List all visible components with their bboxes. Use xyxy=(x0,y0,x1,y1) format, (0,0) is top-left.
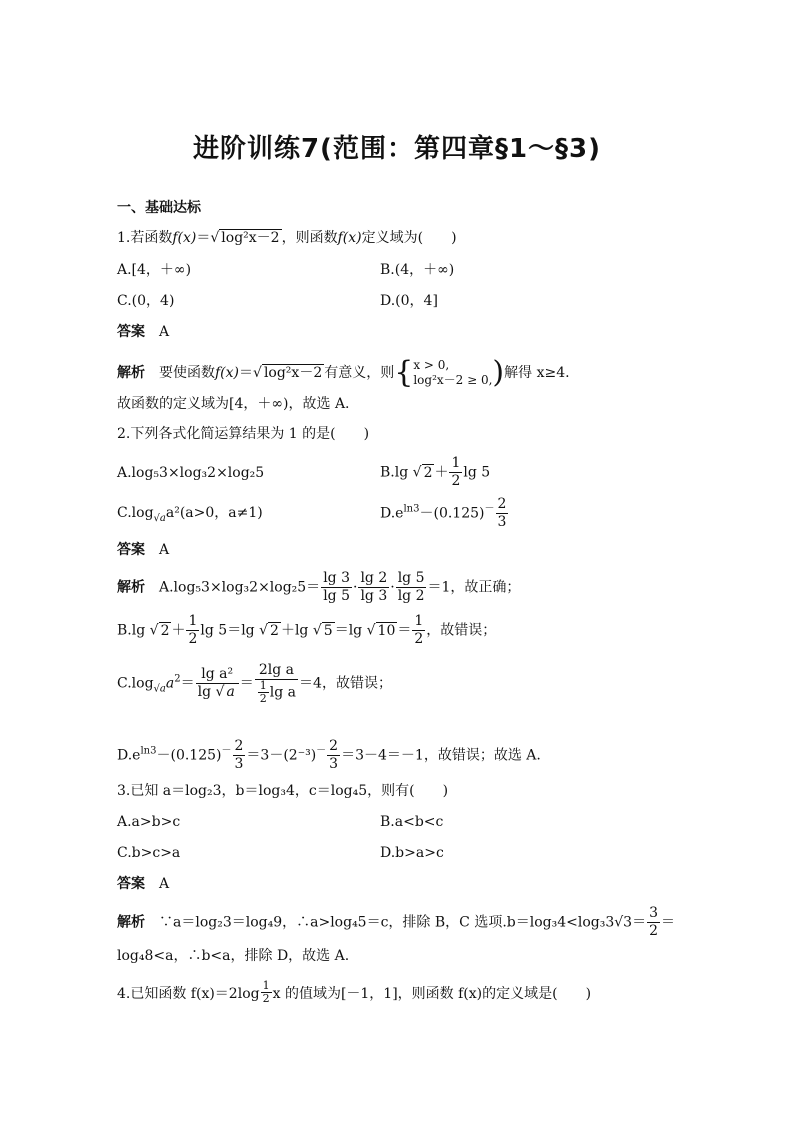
q1-answer: 答案 A xyxy=(117,324,170,340)
q3-explanation: 解析 ∵a＝log₂3＝log₄9，∴a>log₄5＝c，排除 B，C 选项.b＝log₃4<log₃3√3＝ $\frac{3}{2}$ ＝ xyxy=(117,905,675,939)
q2-explanation-b: B.lg √ 2 ＋ $\frac{1}{2}$ lg 5＝lg √ 2 ＋lg √ 5 ＝lg √ 10 ＝ $\frac{1}{2}$ ，故错误； xyxy=(117,613,497,647)
q2-option-a: A.log₅3×log₃2×log₂5 xyxy=(117,465,265,481)
q1-option-d: D.(0，4] xyxy=(380,293,438,309)
q3-stem: 3.已知 a＝log₂3，b＝log₃4，c＝log₄5，则有( ) xyxy=(117,783,449,799)
q1-explanation-2: 故函数的定义域为[4，＋∞)，故选 A. xyxy=(117,396,350,412)
q4-stem: 4.已知函数 f(x)＝2log $\frac{1}{2}$ x 的值域为[－1，1]，则函数 f(x)的定义域是( ) xyxy=(117,979,592,1005)
q2-answer: 答案 A xyxy=(117,542,170,558)
q2-option-d: $D.e^{ln3}-(0.125)^-$ $\frac{2}{3}$ xyxy=(380,496,507,530)
q2-stem: 2.下列各式化简运算结果为 1 的是( ) xyxy=(117,426,370,442)
q1-explanation: 解析 要使函数f(x)＝√ log²x－2 有意义，则{ x > 0, log²x－2 ≥ 0, )解得 x≥4. xyxy=(117,355,570,390)
page-title: 进阶训练7(范围：第四章§1～§3) xyxy=(192,134,602,164)
q1-option-c: C.(0，4) xyxy=(117,293,175,309)
q3-option-d: D.b>a>c xyxy=(380,845,444,861)
q3-option-c: C.b>c>a xyxy=(117,845,181,861)
q2-explanation-d: $D.e^{ln3}-(0.125)^-$ $\frac{2}{3}$ ＝3－(2⁻³)－ $\frac{2}{3}$ ＝3－4＝－1，故错误；故选 A. xyxy=(117,738,541,772)
section-heading: 一、基础达标 xyxy=(117,200,201,216)
q2-option-c: $C.\log_{√a}a^2(a>0$，a≠1) xyxy=(117,505,263,524)
q1-option-a: A.[4，＋∞) xyxy=(117,262,192,278)
q3-option-a: A.a>b>c xyxy=(117,814,181,830)
q1-option-b: B.(4，＋∞) xyxy=(380,262,455,278)
q3-explanation-2: log₄8<a，∴b<a，排除 D，故选 A. xyxy=(117,948,350,964)
q1-stem: 1.若函数f(x)＝√ log²x－2 ，则函数f(x)定义域为( ) xyxy=(117,230,457,246)
q2-explanation-c: $C.\log_{√a}a^2=$ $\frac{\text{lg a²}}{\lg √ a}$ ＝ 2lg a $\frac{1}{2}$ lg a ＝4，故错误； xyxy=(117,662,392,705)
q2-explanation-a: 解析 A.log₅3×log₃2×log₂5＝ $\frac{\lg 3}{\lg 5}$ · $\frac{\lg 2}{\lg 3}$ · $\frac{\lg 5}{\lg 2}$ ＝1，故正确； xyxy=(117,570,521,604)
q3-answer: 答案 A xyxy=(117,876,170,892)
q3-option-b: B.a<b<c xyxy=(380,814,444,830)
q2-option-b: B.lg √ 2 ＋ $\frac{1}{2}$ lg 5 xyxy=(380,455,491,489)
